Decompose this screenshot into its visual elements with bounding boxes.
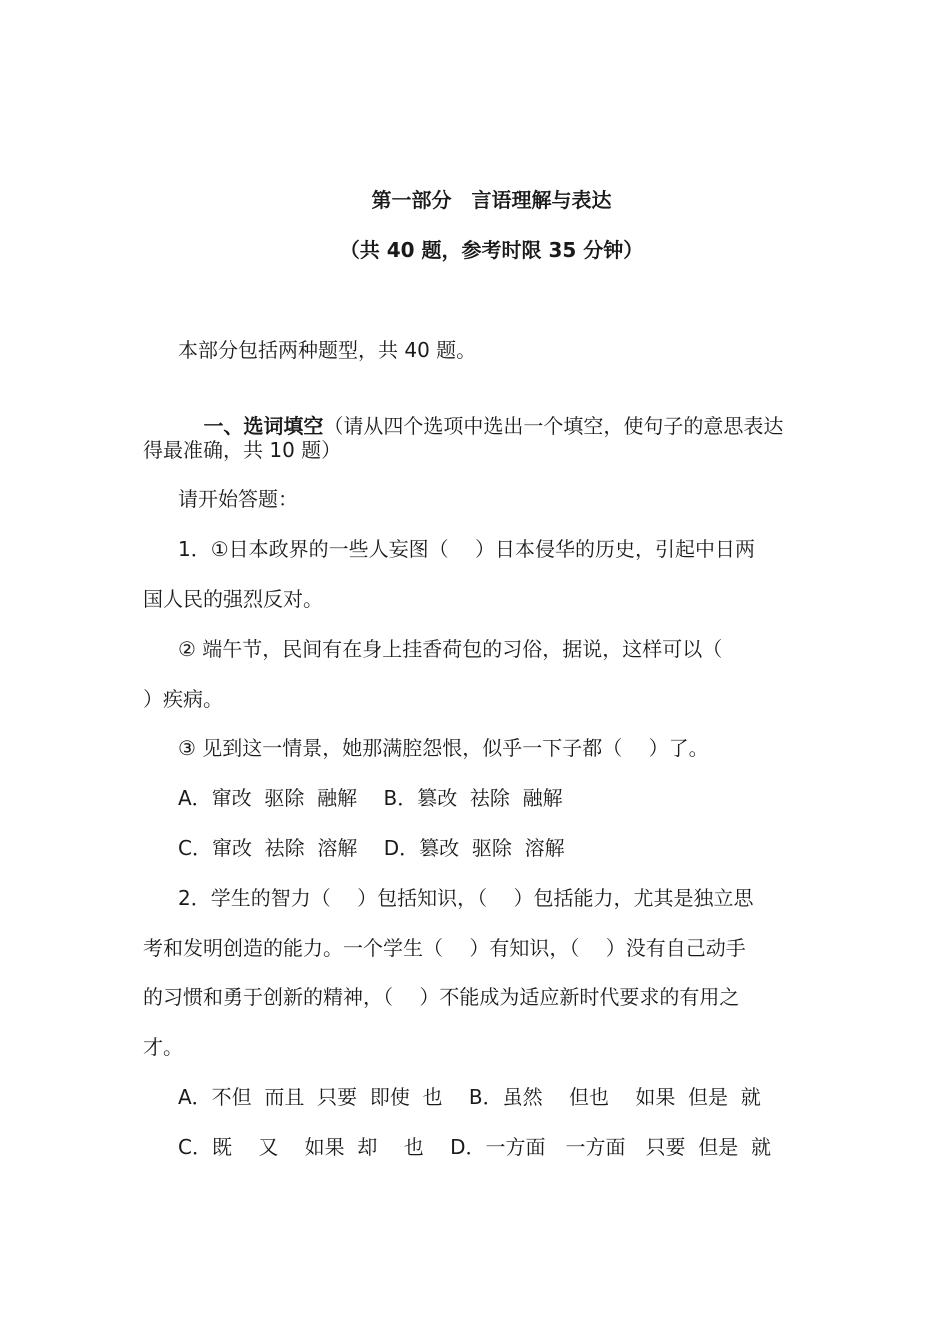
part-title: 第一部分 言语理解与表达 <box>371 188 612 212</box>
start-prompt: 请开始答题： <box>178 487 298 511</box>
question-2-line: 考和发明创造的能力。一个学生（ ）有知识，（ ）没有自己动手 <box>143 936 746 960</box>
question-2-line: 的习惯和勇于创新的精神，（ ）不能成为适应新时代要求的有用之 <box>143 985 740 1009</box>
question-1-line: 1．①日本政界的一些人妄图（ ）日本侵华的历史，引起中日两 <box>178 537 756 561</box>
question-2-option: A．不但 而且 只要 即使 也 B．虽然 但也 如果 但是 就 <box>178 1085 761 1109</box>
question-2-line: 才。 <box>143 1035 183 1059</box>
question-1-option: C．窜改 祛除 溶解 D．篡改 驱除 溶解 <box>178 836 565 860</box>
section-instruction-cont: 得最准确，共 10 题） <box>143 438 342 462</box>
question-1-option: A．窜改 驱除 融解 B．篡改 祛除 融解 <box>178 786 563 810</box>
section-heading: 一、选词填空 <box>203 414 324 438</box>
question-1-line: ② 端午节，民间有在身上挂香荷包的习俗，据说，这样可以（ <box>178 637 723 661</box>
question-1-line: ③ 见到这一情景，她那满腔怨恨，似乎一下子都（ ）了。 <box>178 736 709 760</box>
question-2-line: 2．学生的智力（ ）包括知识，（ ）包括能力，尤其是独立思 <box>178 886 754 910</box>
intro-text: 本部分包括两种题型，共 40 题。 <box>178 338 477 362</box>
question-1-line: 国人民的强烈反对。 <box>143 587 323 611</box>
question-1-line: ）疾病。 <box>143 687 223 711</box>
question-2-option: C．既 又 如果 却 也 D．一方面 一方面 只要 但是 就 <box>178 1135 771 1159</box>
section-instruction: （请从四个选项中选出一个填空，使句子的意思表达 <box>323 414 784 438</box>
part-subtitle: （共 40 题，参考时限 35 分钟） <box>339 238 644 262</box>
